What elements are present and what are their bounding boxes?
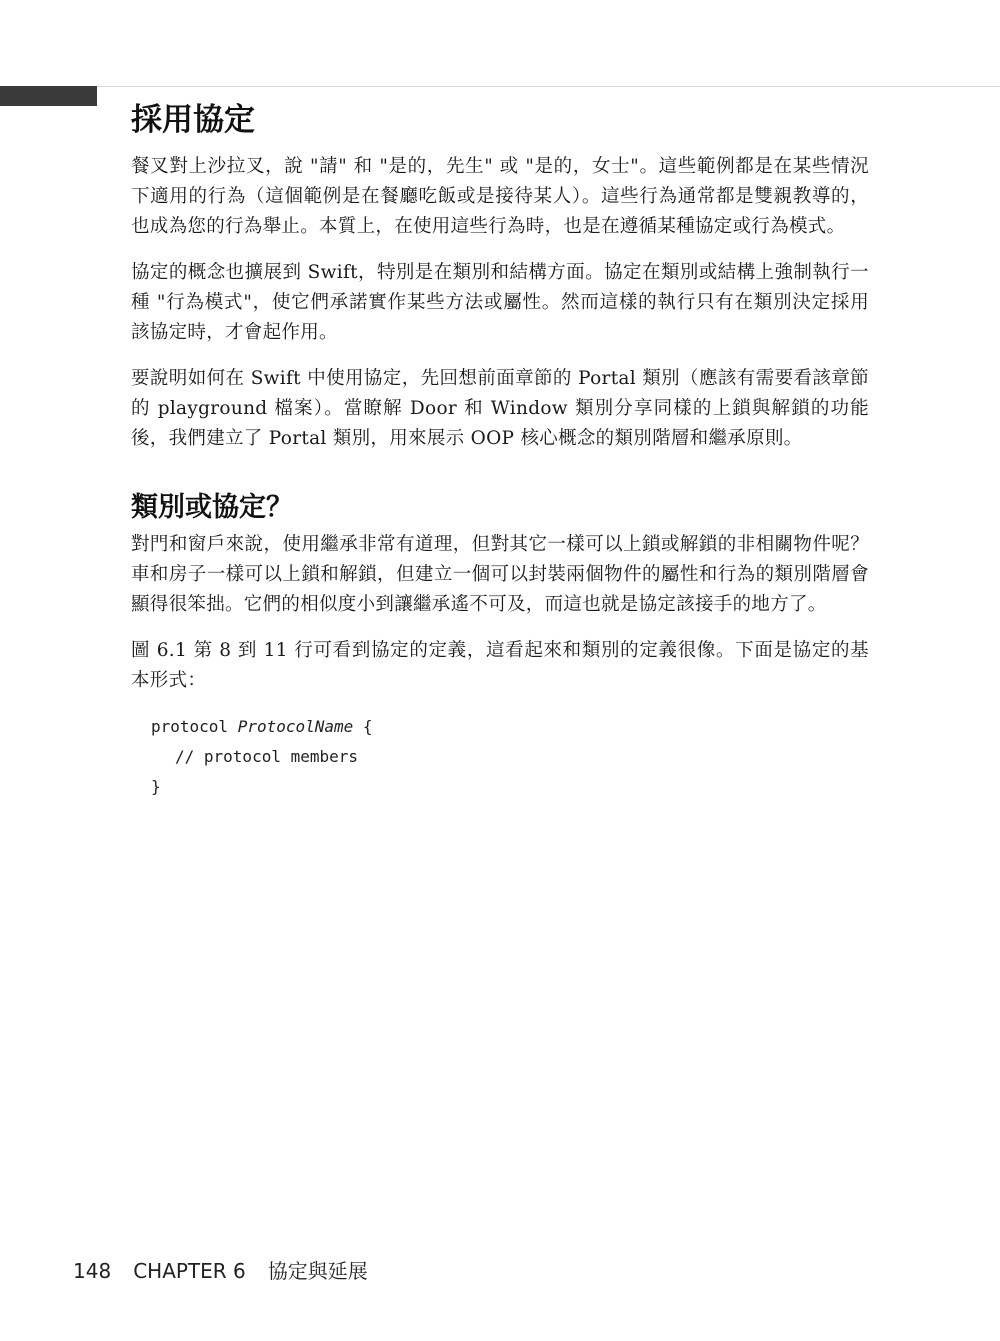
code-keyword: protocol	[151, 717, 238, 736]
paragraph: 餐叉對上沙拉叉，說 "請" 和 "是的，先生" 或 "是的，女士"。這些範例都是在某些情況下適用的行為（這個範例是在餐廳吃飯或是接待某人）。這些行為通常都是雙親教導的，也成為您的行為舉止。本質上，在使用這些行為時，也是在遵循某種協定或行為模式。	[131, 156, 869, 237]
chapter-tab-marker	[0, 86, 97, 106]
page-number: 148	[73, 1259, 112, 1283]
code-line	[151, 712, 869, 742]
code-block	[151, 712, 869, 802]
paragraph: 要說明如何在 Swift 中使用協定，先回想前面章節的 Portal 類別（應該有需要看該章節的 playground 檔案）。當瞭解 Door 和 Window 類別分享同樣的上鎖與解鎖的功能後，我們建立了 Portal 類別，用來展示 OOP 核心概念的類別階層和繼承原則。	[131, 368, 869, 449]
page-content	[131, 98, 869, 802]
page-footer	[73, 1256, 390, 1286]
code-brace: {	[353, 717, 373, 736]
section-heading-adopting-protocols: 採用協定	[131, 102, 255, 138]
code-protocol-name: ProtocolName	[237, 717, 354, 736]
chapter-label: CHAPTER 6	[133, 1259, 246, 1283]
section-heading-class-or-protocol: 類別或協定？	[131, 492, 293, 523]
paragraph: 協定的概念也擴展到 Swift，特別是在類別和結構方面。協定在類別或結構上強制執行一種 "行為模式"，使它們承諾實作某些方法或屬性。然而這樣的執行只有在類別決定採用該協定時，才會起作用。	[131, 262, 869, 343]
top-rule	[0, 86, 1000, 87]
code-line: // protocol members	[175, 747, 359, 766]
code-line: }	[151, 777, 161, 796]
paragraph: 圖 6.1 第 8 到 11 行可看到協定的定義，這看起來和類別的定義很像。下面是協定的基本形式：	[131, 640, 869, 691]
paragraph: 對門和窗戶來說，使用繼承非常有道理，但對其它一樣可以上鎖或解鎖的非相關物件呢？車和房子一樣可以上鎖和解鎖，但建立一個可以封裝兩個物件的屬性和行為的類別階層會顯得很笨拙。它們的相似度小到讓繼承遙不可及，而這也就是協定該接手的地方了。	[131, 534, 869, 615]
chapter-title: 協定與延展	[267, 1259, 368, 1283]
